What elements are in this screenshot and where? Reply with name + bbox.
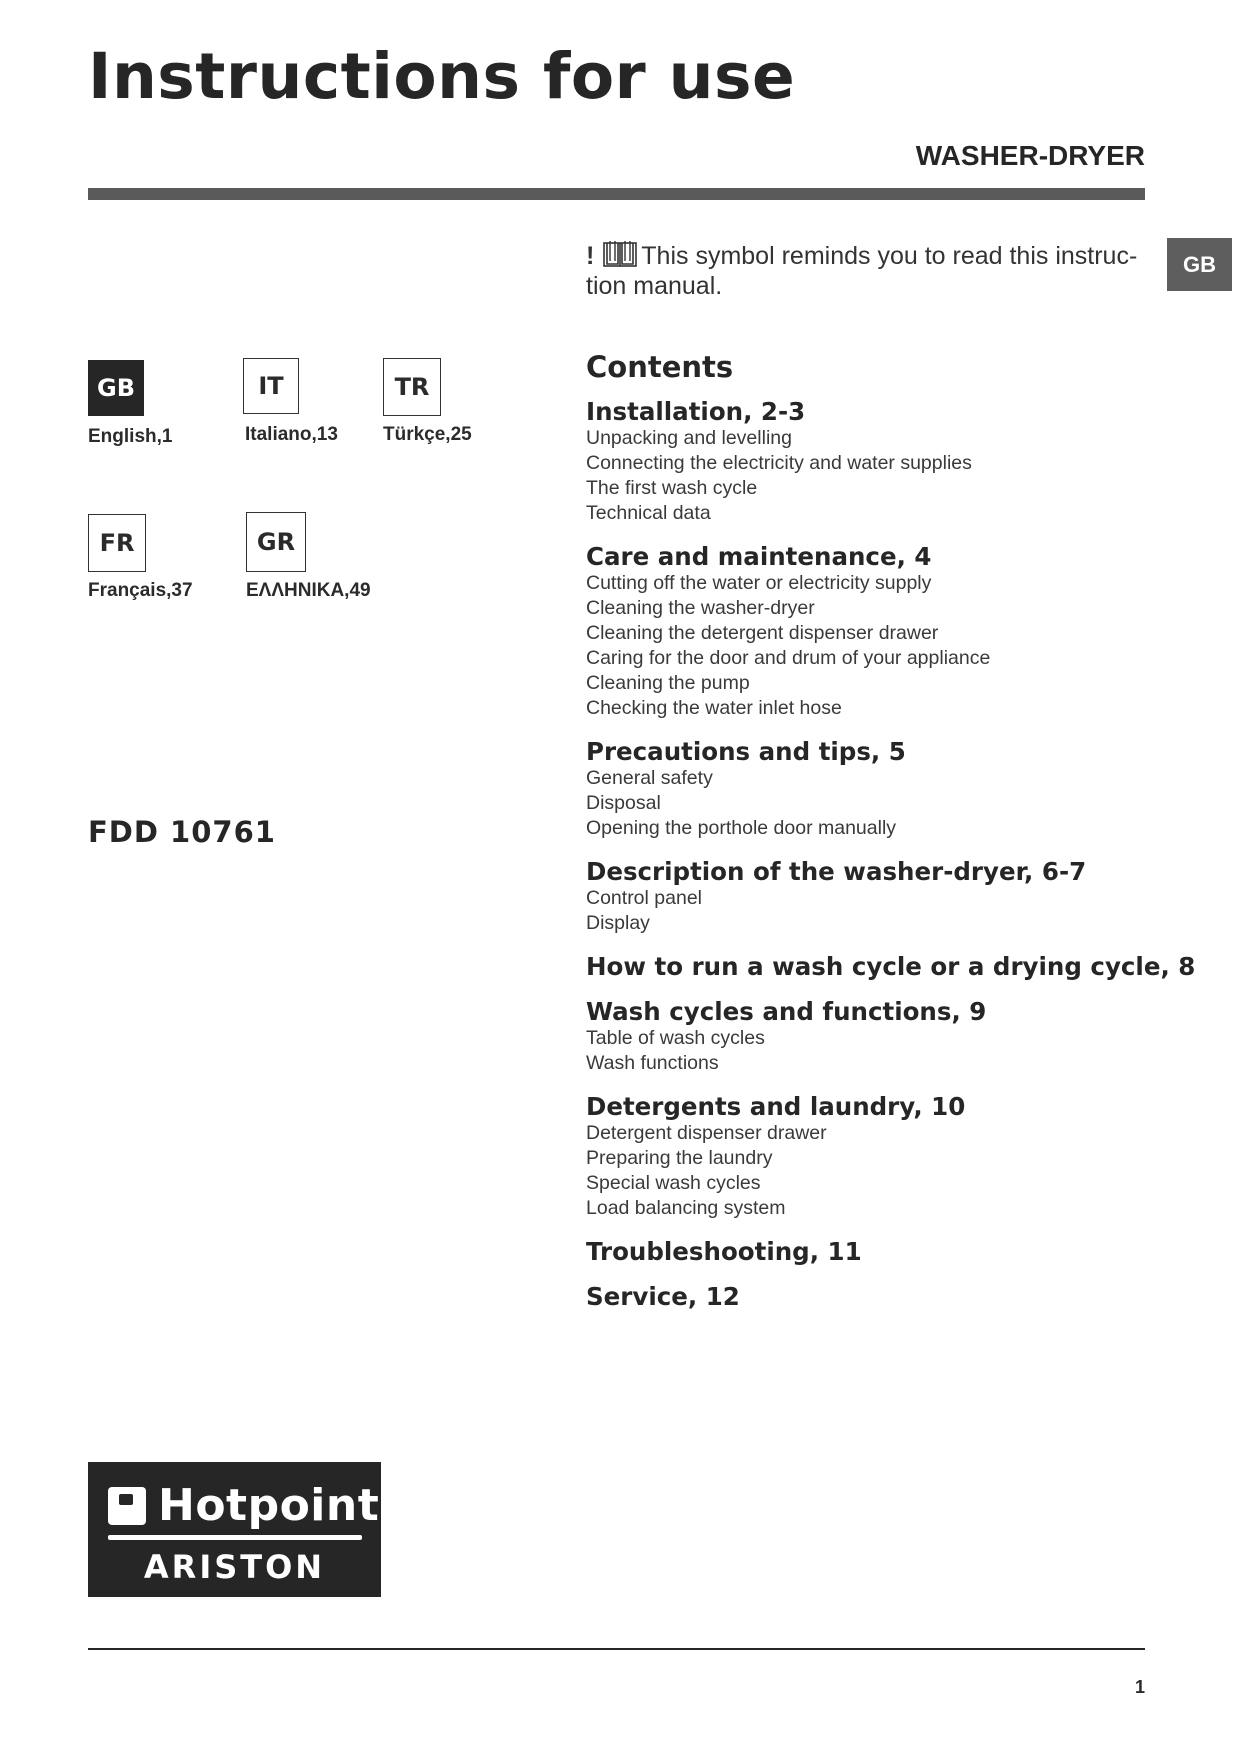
table-of-contents [586, 350, 1196, 1328]
toc-section [586, 1093, 1186, 1221]
toc-section-title[interactable]: Troubleshooting, 11 [586, 1237, 862, 1266]
language-tr[interactable] [383, 358, 513, 446]
toc-item[interactable]: The first wash cycle [586, 477, 758, 499]
toc-item[interactable]: Disposal [586, 792, 661, 814]
toc-item[interactable]: Wash functions [586, 1052, 719, 1074]
toc-item[interactable]: Cleaning the pump [586, 672, 750, 694]
warning-mark: ! [586, 242, 595, 270]
toc-item[interactable]: General safety [586, 767, 713, 789]
toc-section [586, 738, 1186, 841]
language-side-tab: GB [1167, 238, 1232, 291]
toc-item[interactable]: Opening the porthole door manually [586, 817, 897, 839]
hotpoint-ariston-logo [88, 1462, 381, 1597]
footer-divider [88, 1648, 1145, 1650]
toc-section-title[interactable]: Precautions and tips, 5 [586, 737, 906, 766]
language-label: Italiano,13 [245, 424, 338, 445]
toc-section [586, 1238, 1186, 1266]
header-divider [88, 188, 1145, 200]
toc-item[interactable]: Unpacking and levelling [586, 427, 792, 449]
logo-brand-text: Hotpoint [158, 1480, 380, 1531]
language-code-box: FR [88, 514, 146, 572]
toc-section-title[interactable]: Wash cycles and functions, 9 [586, 997, 987, 1026]
product-type-heading: WASHER-DRYER [915, 140, 1145, 171]
language-label: ΕΛΛΗΝΙΚΑ,49 [246, 580, 371, 601]
toc-item[interactable]: Cleaning the detergent dispenser drawer [586, 622, 939, 644]
language-code-box: TR [383, 358, 441, 416]
toc-section [586, 398, 1186, 526]
toc-item[interactable]: Preparing the laundry [586, 1147, 773, 1169]
toc-item[interactable]: Checking the water inlet hose [586, 697, 842, 719]
language-label: Français,37 [88, 580, 193, 601]
notice-text: This symbol reminds you to read this instruc-tion manual. [586, 242, 1138, 300]
toc-item[interactable]: Special wash cycles [586, 1172, 761, 1194]
toc-item[interactable]: Display [586, 912, 650, 934]
manual-notice [586, 240, 1146, 299]
toc-section-title[interactable]: Description of the washer-dryer, 6-7 [586, 857, 1087, 886]
contents-title: Contents [586, 350, 734, 384]
language-code-box: IT [243, 358, 299, 414]
logo-mark-icon [108, 1487, 146, 1525]
logo-sub-text: ARISTON [143, 1548, 326, 1586]
toc-item[interactable]: Load balancing system [586, 1197, 786, 1219]
language-code-box: GB [88, 360, 144, 416]
open-book-icon [603, 240, 637, 273]
page-title: Instructions for use [88, 40, 796, 113]
toc-item[interactable]: Table of wash cycles [586, 1027, 765, 1049]
language-fr[interactable] [88, 514, 218, 602]
logo-divider [108, 1535, 362, 1540]
toc-section-title[interactable]: How to run a wash cycle or a drying cycle, 8 [586, 952, 1196, 981]
toc-item[interactable]: Technical data [586, 502, 711, 524]
toc-item[interactable]: Detergent dispenser drawer [586, 1122, 827, 1144]
toc-section [586, 1283, 1186, 1311]
toc-section [586, 543, 1186, 721]
toc-item[interactable]: Caring for the door and drum of your appliance [586, 647, 991, 669]
toc-item[interactable]: Cutting off the water or electricity supply [586, 572, 932, 594]
toc-item[interactable]: Cleaning the washer-dryer [586, 597, 815, 619]
toc-section-title[interactable]: Service, 12 [586, 1282, 740, 1311]
page-number: 1 [1134, 1677, 1145, 1697]
language-it[interactable] [243, 358, 373, 446]
language-label: English,1 [88, 426, 173, 447]
language-label: Türkçe,25 [383, 424, 472, 445]
model-number: FDD 10761 [88, 815, 276, 849]
toc-section-title[interactable]: Installation, 2-3 [586, 397, 806, 426]
toc-section-title[interactable]: Detergents and laundry, 10 [586, 1092, 966, 1121]
language-code-box: GR [246, 512, 306, 572]
language-gr[interactable] [246, 512, 376, 602]
toc-item[interactable]: Control panel [586, 887, 702, 909]
toc-section [586, 998, 1186, 1076]
toc-section [586, 858, 1186, 936]
toc-item[interactable]: Connecting the electricity and water supplies [586, 452, 972, 474]
toc-section [586, 952, 1196, 981]
toc-section-title[interactable]: Care and maintenance, 4 [586, 542, 932, 571]
language-gb[interactable] [88, 360, 218, 448]
